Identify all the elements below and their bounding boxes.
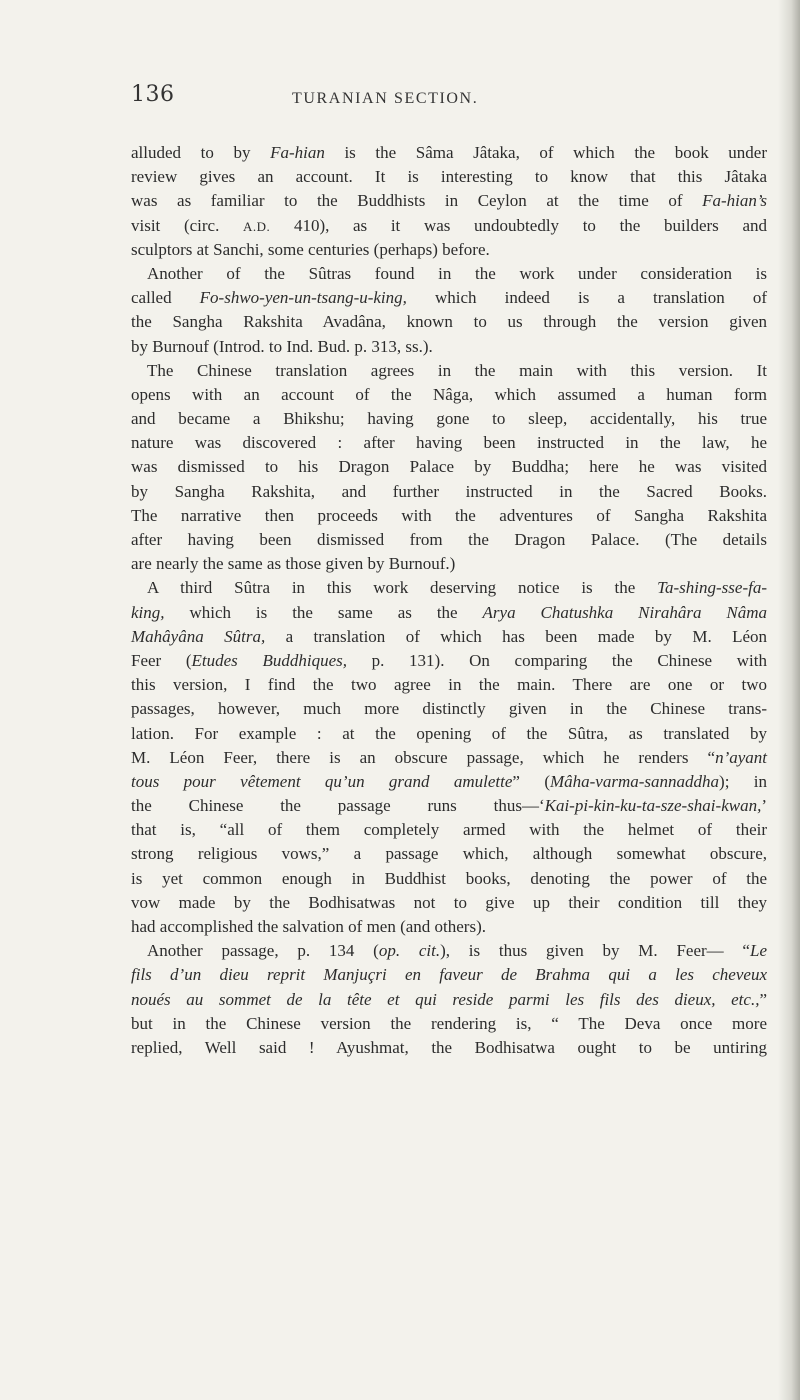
italic-text: op. cit. (378, 941, 441, 961)
italic-text: Fo-shwo-yen-un-tsang-u-king, (199, 288, 407, 308)
text-line (131, 770, 767, 794)
text-run: A third Sûtra in this work deserving notice is the (147, 578, 658, 598)
text-run: 410), as it was undoubtedly to the builders and (270, 215, 767, 235)
text-run: ), is thus given by M. Feer— “ (440, 941, 750, 961)
text-line (131, 915, 767, 939)
text-run: a translation of which has been made by M. Léon (265, 626, 768, 646)
italic-text: Ta-shing-sse-fa- (657, 578, 767, 598)
text-line (131, 988, 767, 1012)
text-run: vow made by the Bodhisatwas not to give up their condition till they (131, 892, 767, 912)
text-line (131, 794, 767, 818)
text-run: The Chinese translation agrees in the main with this version. It (147, 360, 767, 380)
text-line (131, 939, 767, 963)
text-line (131, 214, 767, 238)
text-run: by Sangha Rakshita, and further instructed in the Sacred Books. (131, 481, 767, 501)
text-line (131, 867, 767, 891)
text-line (131, 552, 767, 576)
text-run: review gives an account. It is interesting to know that this Jâtaka (131, 167, 767, 187)
text-run: Another of the Sûtras found in the work under consideration is (147, 263, 767, 283)
text-run: Another passage, p. 134 ( (147, 941, 379, 961)
text-run: but in the Chinese version the rendering is, “ The Deva once more (131, 1013, 767, 1033)
text-line (131, 238, 767, 262)
text-run: ” (759, 989, 767, 1009)
text-line (131, 746, 767, 770)
text-line (131, 335, 767, 359)
text-line (131, 601, 767, 625)
text-run: alluded to by (131, 143, 271, 162)
text-line (131, 576, 767, 600)
text-run: which is the same as the (164, 602, 483, 622)
text-run: visit (circ. (131, 215, 243, 235)
text-line (131, 431, 767, 455)
text-line (131, 383, 767, 407)
italic-text: fils d’un dieu reprit Manjuçri en faveur de Brahma qui a les cheveux (131, 965, 767, 985)
text-run: nature was discovered : after having been instructed in the law, he (131, 433, 767, 453)
text-run: The narrative then proceeds with the adventures of Sangha Rakshita (131, 505, 767, 525)
text-line (131, 625, 767, 649)
text-line (131, 359, 767, 383)
text-run: are nearly the same as those given by Burnouf.) (131, 554, 456, 574)
text-run: had accomplished the salvation of men (and others). (131, 917, 486, 936)
page-edge-shadow (778, 0, 800, 1400)
text-line (131, 504, 767, 528)
text-run: Feer ( (131, 650, 192, 670)
body-text (131, 141, 767, 1060)
page-header (0, 82, 800, 122)
text-line (131, 818, 767, 842)
italic-text: king, (131, 602, 165, 622)
text-line (131, 1036, 767, 1060)
page-number: 136 (131, 82, 175, 107)
text-run: M. Léon Feer, there is an obscure passage, which he renders “ (131, 747, 716, 767)
italic-text: n’ayant (715, 747, 767, 767)
text-run: is yet common enough in Buddhist books, denoting the power of the (131, 868, 767, 888)
text-run: ); in (719, 771, 767, 791)
italic-text: Etudes Buddhiques, (191, 650, 347, 670)
text-line (131, 697, 767, 721)
text-line (131, 963, 767, 987)
text-run: strong religious vows,” a passage which, although somewhat obscure, (131, 844, 767, 864)
text-run: ” ( (512, 771, 550, 791)
text-line (131, 528, 767, 552)
text-run: and became a Bhikshu; having gone to sleep, accidentally, his true (131, 409, 767, 429)
italic-text: tous pour vêtement qu’un grand amulette (131, 771, 513, 791)
text-run: A.D. (243, 218, 271, 234)
text-line (131, 407, 767, 431)
text-line (131, 649, 767, 673)
text-run: which indeed is a translation of (406, 288, 767, 308)
text-run: is the Sâma Jâtaka, of which the book under (324, 143, 767, 162)
text-run: replied, Well said ! Ayushmat, the Bodhisatwa ought to be untiring (131, 1037, 767, 1057)
text-run: the Chinese the passage runs thus—‘ (131, 796, 545, 816)
italic-text: Mâha-varma-sannaddha (549, 771, 720, 791)
text-run: this version, I find the two agree in the main. There are one or two (131, 675, 767, 695)
text-run: passages, however, much more distinctly given in the Chinese trans- (131, 699, 767, 719)
text-run: sculptors at Sanchi, some centuries (perhaps) before. (131, 239, 490, 259)
text-run: lation. For example : at the opening of the Sûtra, as translated by (131, 723, 767, 743)
text-line (131, 141, 767, 165)
italic-text: Kai-pi-kin-ku-ta-sze-shai-kwan, (544, 796, 762, 816)
text-line (131, 480, 767, 504)
text-run: that is, “all of them completely armed with the helmet of their (131, 820, 767, 840)
text-line (131, 310, 767, 334)
text-run: opens with an account of the Nâga, which assumed a human form (131, 384, 767, 404)
text-line (131, 842, 767, 866)
text-line (131, 722, 767, 746)
text-line (131, 262, 767, 286)
text-run: by Burnouf (Introd. to Ind. Bud. p. 313, ss.). (131, 336, 433, 356)
italic-text: Arya Chatushka Nirahâra Nâma (482, 602, 767, 622)
text-line (131, 189, 767, 213)
text-line (131, 1012, 767, 1036)
italic-text: Fa-hian (270, 143, 325, 162)
running-head: TURANIAN SECTION. (292, 90, 479, 107)
text-run: ’ (761, 796, 767, 816)
text-line (131, 673, 767, 697)
text-run: after having been dismissed from the Dragon Palace. (The details (131, 530, 767, 549)
text-line (131, 891, 767, 915)
italic-text: Le (749, 941, 767, 961)
italic-text: noués au sommet de la tête et qui reside parmi les fils des dieux, etc., (131, 989, 760, 1009)
text-line (131, 455, 767, 479)
text-run: was as familiar to the Buddhists in Ceylon at the time of (131, 191, 703, 211)
text-run: the Sangha Rakshita Avadâna, known to us through the version given (131, 312, 767, 332)
text-line (131, 286, 767, 310)
text-run: p. 131). On comparing the Chinese with (346, 650, 767, 670)
italic-text: Mahâyâna Sûtra, (131, 626, 266, 646)
text-run: called (131, 288, 200, 308)
italic-text: Fa-hian’s (702, 191, 767, 211)
text-run: was dismissed to his Dragon Palace by Buddha; here he was visited (131, 457, 767, 477)
text-line (131, 165, 767, 189)
